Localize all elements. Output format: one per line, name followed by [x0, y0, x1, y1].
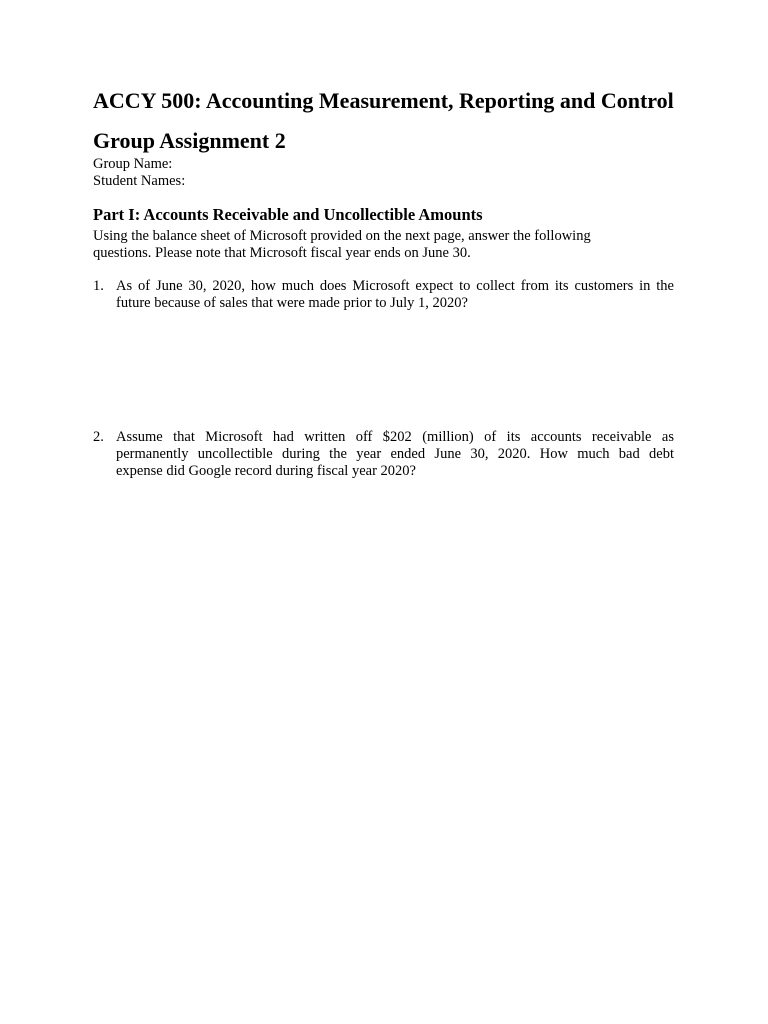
intro-line: Using the balance sheet of Microsoft provided on the next page, answer the following: [93, 228, 591, 244]
question-number: 2.: [93, 429, 104, 445]
student-names-label: Student Names:: [93, 173, 186, 189]
section-heading: Part I: Accounts Receivable and Uncollectible Amounts: [93, 205, 483, 224]
course-title: ACCY 500: Accounting Measurement, Reporting and Control: [93, 88, 674, 113]
question-line: As of June 30, 2020, how much does Microsoft expect to collect from its customers in the: [116, 278, 674, 294]
question-number: 1.: [93, 278, 104, 294]
question-line: Assume that Microsoft had written off $202 (million) of its accounts receivable as: [116, 429, 674, 445]
question-line: future because of sales that were made prior to July 1, 2020?: [116, 295, 468, 311]
question-line: permanently uncollectible during the year ended June 30, 2020. How much bad debt: [116, 446, 674, 462]
question-1: [93, 278, 674, 318]
assignment-title: Group Assignment 2: [93, 128, 286, 153]
group-name-label: Group Name:: [93, 156, 173, 172]
intro-paragraph: [93, 228, 633, 262]
question-line: expense did Google record during fiscal year 2020?: [116, 463, 416, 479]
intro-line: questions. Please note that Microsoft fiscal year ends on June 30.: [93, 245, 471, 261]
question-2: [93, 429, 674, 489]
question-text: [116, 278, 674, 312]
question-text: [116, 429, 674, 480]
